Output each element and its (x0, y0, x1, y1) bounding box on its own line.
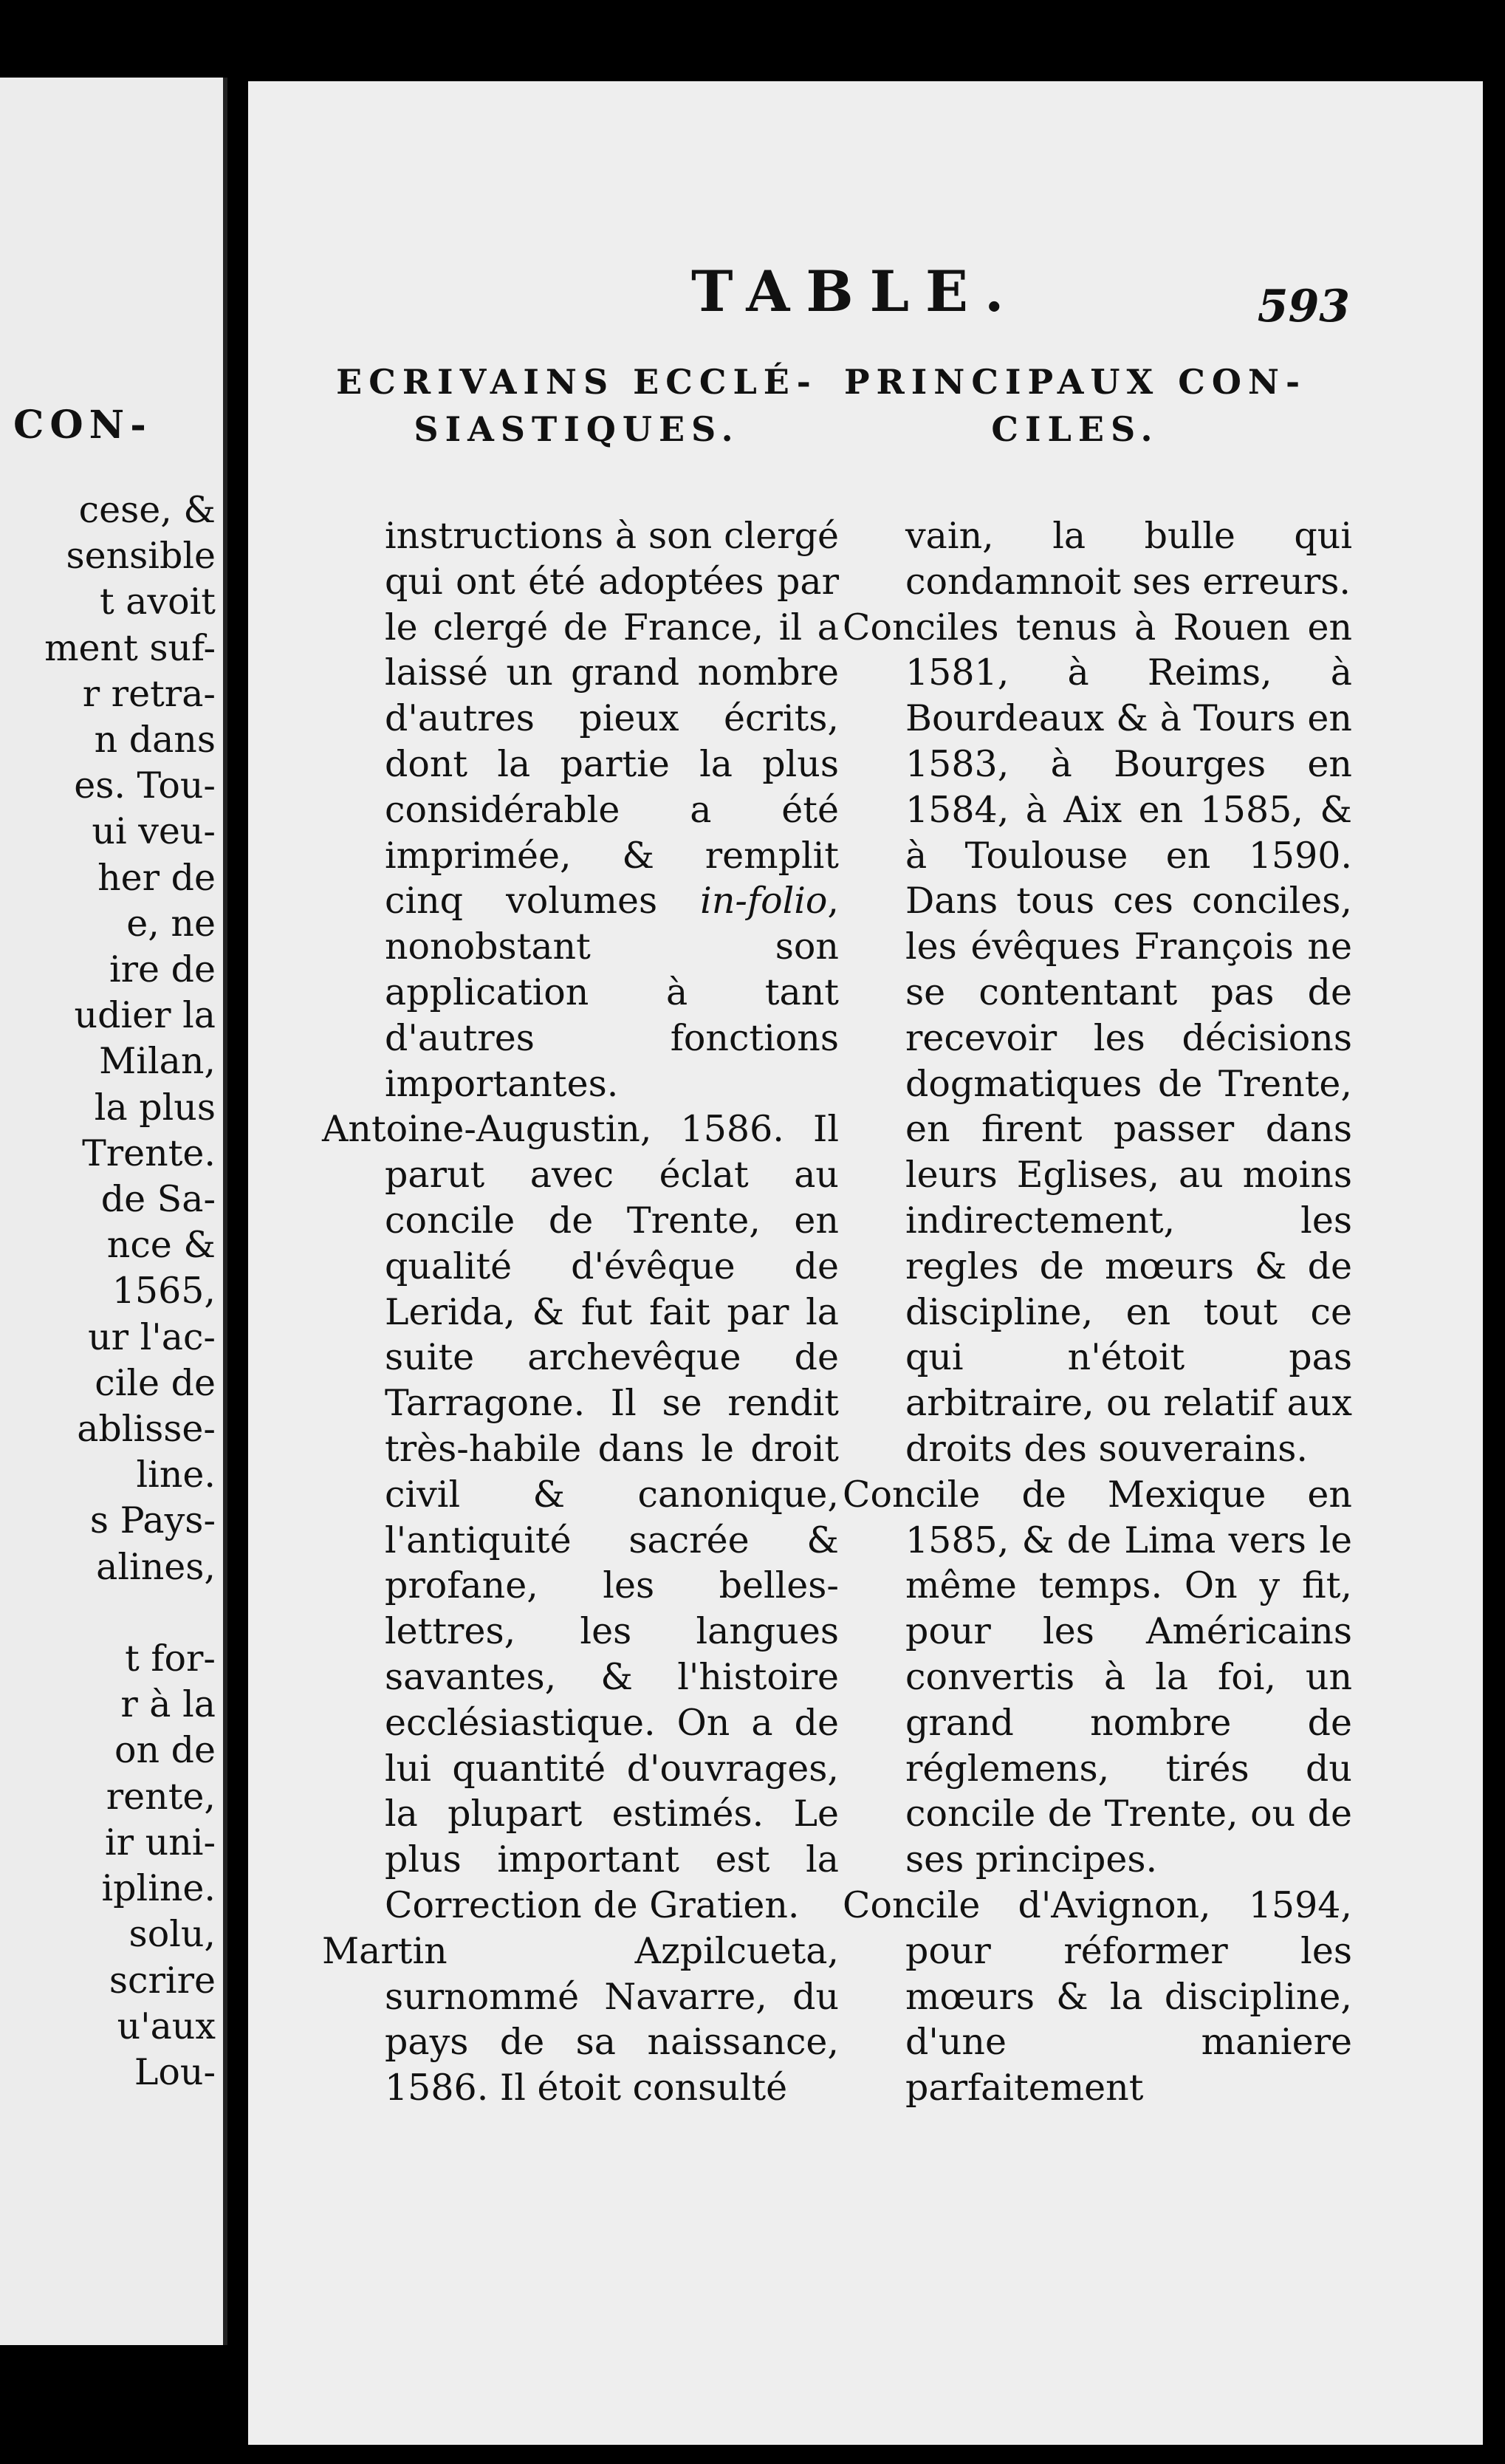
left-page-line: Milan, (99, 1040, 216, 1083)
entry-italic-text: in-folio (700, 880, 828, 923)
left-page-line: s Pays- (89, 1499, 216, 1542)
left-column-heading (333, 358, 820, 453)
left-page-line: 1565, (112, 1270, 216, 1313)
right-page (248, 81, 1483, 2445)
continued-entry (322, 513, 839, 1106)
left-page-line: e, ne (126, 902, 216, 945)
continued-entry: vain, la bulle qui condamnoit ses erreurs. (905, 515, 1352, 603)
running-head: TABLE. (691, 259, 1021, 324)
left-page-line: solu, (128, 1913, 216, 1956)
table-entry: Conciles tenus à Rouen en 1581, à Reims, à Bourdeaux & à Tours en 1583, à Bourges en 1584, à Aix en 1585, & à Toulouse en 1590. Dans tous ces conciles, les évêques François ne se contentant pas de recevoir les décisions dogmatiques de Trente, en firent passer dans leurs Eglises, au moins indirectement, les regles de mœurs & de discipline, en tout ce qui n'étoit pas arbitraire, ou relatif aux droits des souverains. (843, 606, 1352, 1470)
left-page-line: Lou- (134, 2050, 216, 2093)
left-page-line: r à la (120, 1683, 216, 1726)
left-column (322, 513, 839, 2111)
left-page-lines (0, 487, 216, 2095)
left-page-header: CON- (13, 403, 152, 448)
left-page-line: r retra- (82, 672, 216, 715)
left-page-line: scrire (109, 1959, 216, 2002)
left-page-line: ire de (109, 948, 216, 991)
entry-text: , nonobstant son application à tant d'autres fonctions importantes. (385, 880, 839, 1105)
left-page-line: cese, & (78, 489, 216, 531)
left-page-line: udier la (74, 994, 216, 1037)
table-entry: Concile de Mexique en 1585, & de Lima vers le même temps. On y fit, pour les Américains convertis à la foi, un grand nombre de réglemens, tirés du concile de Trente, ou de ses principes. (843, 1473, 1352, 1881)
left-page-line: ui veu- (92, 810, 216, 853)
right-column (843, 513, 1352, 2111)
left-page-fragment (0, 78, 227, 2345)
table-entry: Martin Azpilcueta, surnommé Navarre, du pays de sa naissance, 1586. Il étoit consulté (322, 1929, 839, 2109)
left-page-line: t avoit (99, 581, 216, 623)
left-page-line: la plus (94, 1086, 216, 1129)
left-page-line: cile de (95, 1361, 216, 1404)
left-page-line: es. Tou- (74, 764, 216, 807)
left-page-line: line. (136, 1454, 216, 1496)
left-page-line: t for- (125, 1637, 216, 1680)
table-entry: Concile d'Avignon, 1594, pour réformer les mœurs & la discipline, d'une maniere parfaitement (843, 1883, 1352, 2109)
left-page-line: ir uni- (104, 1821, 216, 1864)
left-page-line: ur l'ac- (88, 1315, 216, 1358)
left-page-line: her de (97, 856, 216, 899)
left-page-line: de Sa- (100, 1178, 216, 1221)
left-page-line: nce & (106, 1224, 216, 1267)
right-column-heading-text: PRINCIPAUX CON- CILES. (843, 362, 1307, 449)
left-page-line: u'aux (117, 2005, 216, 2047)
left-page-line: rente, (106, 1775, 216, 1818)
left-page-line (0, 1590, 216, 1636)
left-page-line: sensible (66, 535, 216, 578)
page-number: 593 (1257, 281, 1350, 332)
entry-text: instructions à son clergé qui ont été adoptées par le clergé de France, il a laissé un grand nombre d'autres pieux écrits, dont la partie la plus considérable a été imprimée, & remplit cinq volumes (385, 515, 839, 923)
left-page-line: alines, (96, 1545, 216, 1588)
left-page-line: on de (114, 1729, 216, 1772)
table-entry: Antoine-Augustin, 1586. Il parut avec éclat au concile de Trente, en qualité d'évêque de Lerida, & fut fait par la suite archevêque de Tarragone. Il se rendit très-habile dans le droit civil & canonique, l'antiquité sacrée & profane, les belles-lettres, les langues savantes, & l'histoire ecclésiastique. On a de lui quantité d'ouvrages, la plupart estimés. Le plus important est la Correction de Gratien. (322, 1108, 839, 1926)
left-page-line: ablisse- (77, 1408, 216, 1451)
left-page-line: Trente. (82, 1132, 216, 1174)
left-column-heading-text: ECRIVAINS ECCLÉ- SIASTIQUES. (336, 362, 817, 449)
right-column-heading (839, 358, 1312, 453)
left-page-line: n dans (94, 719, 216, 762)
left-page-line: ment suf- (44, 626, 216, 669)
left-page-line: ipline. (101, 1867, 216, 1910)
